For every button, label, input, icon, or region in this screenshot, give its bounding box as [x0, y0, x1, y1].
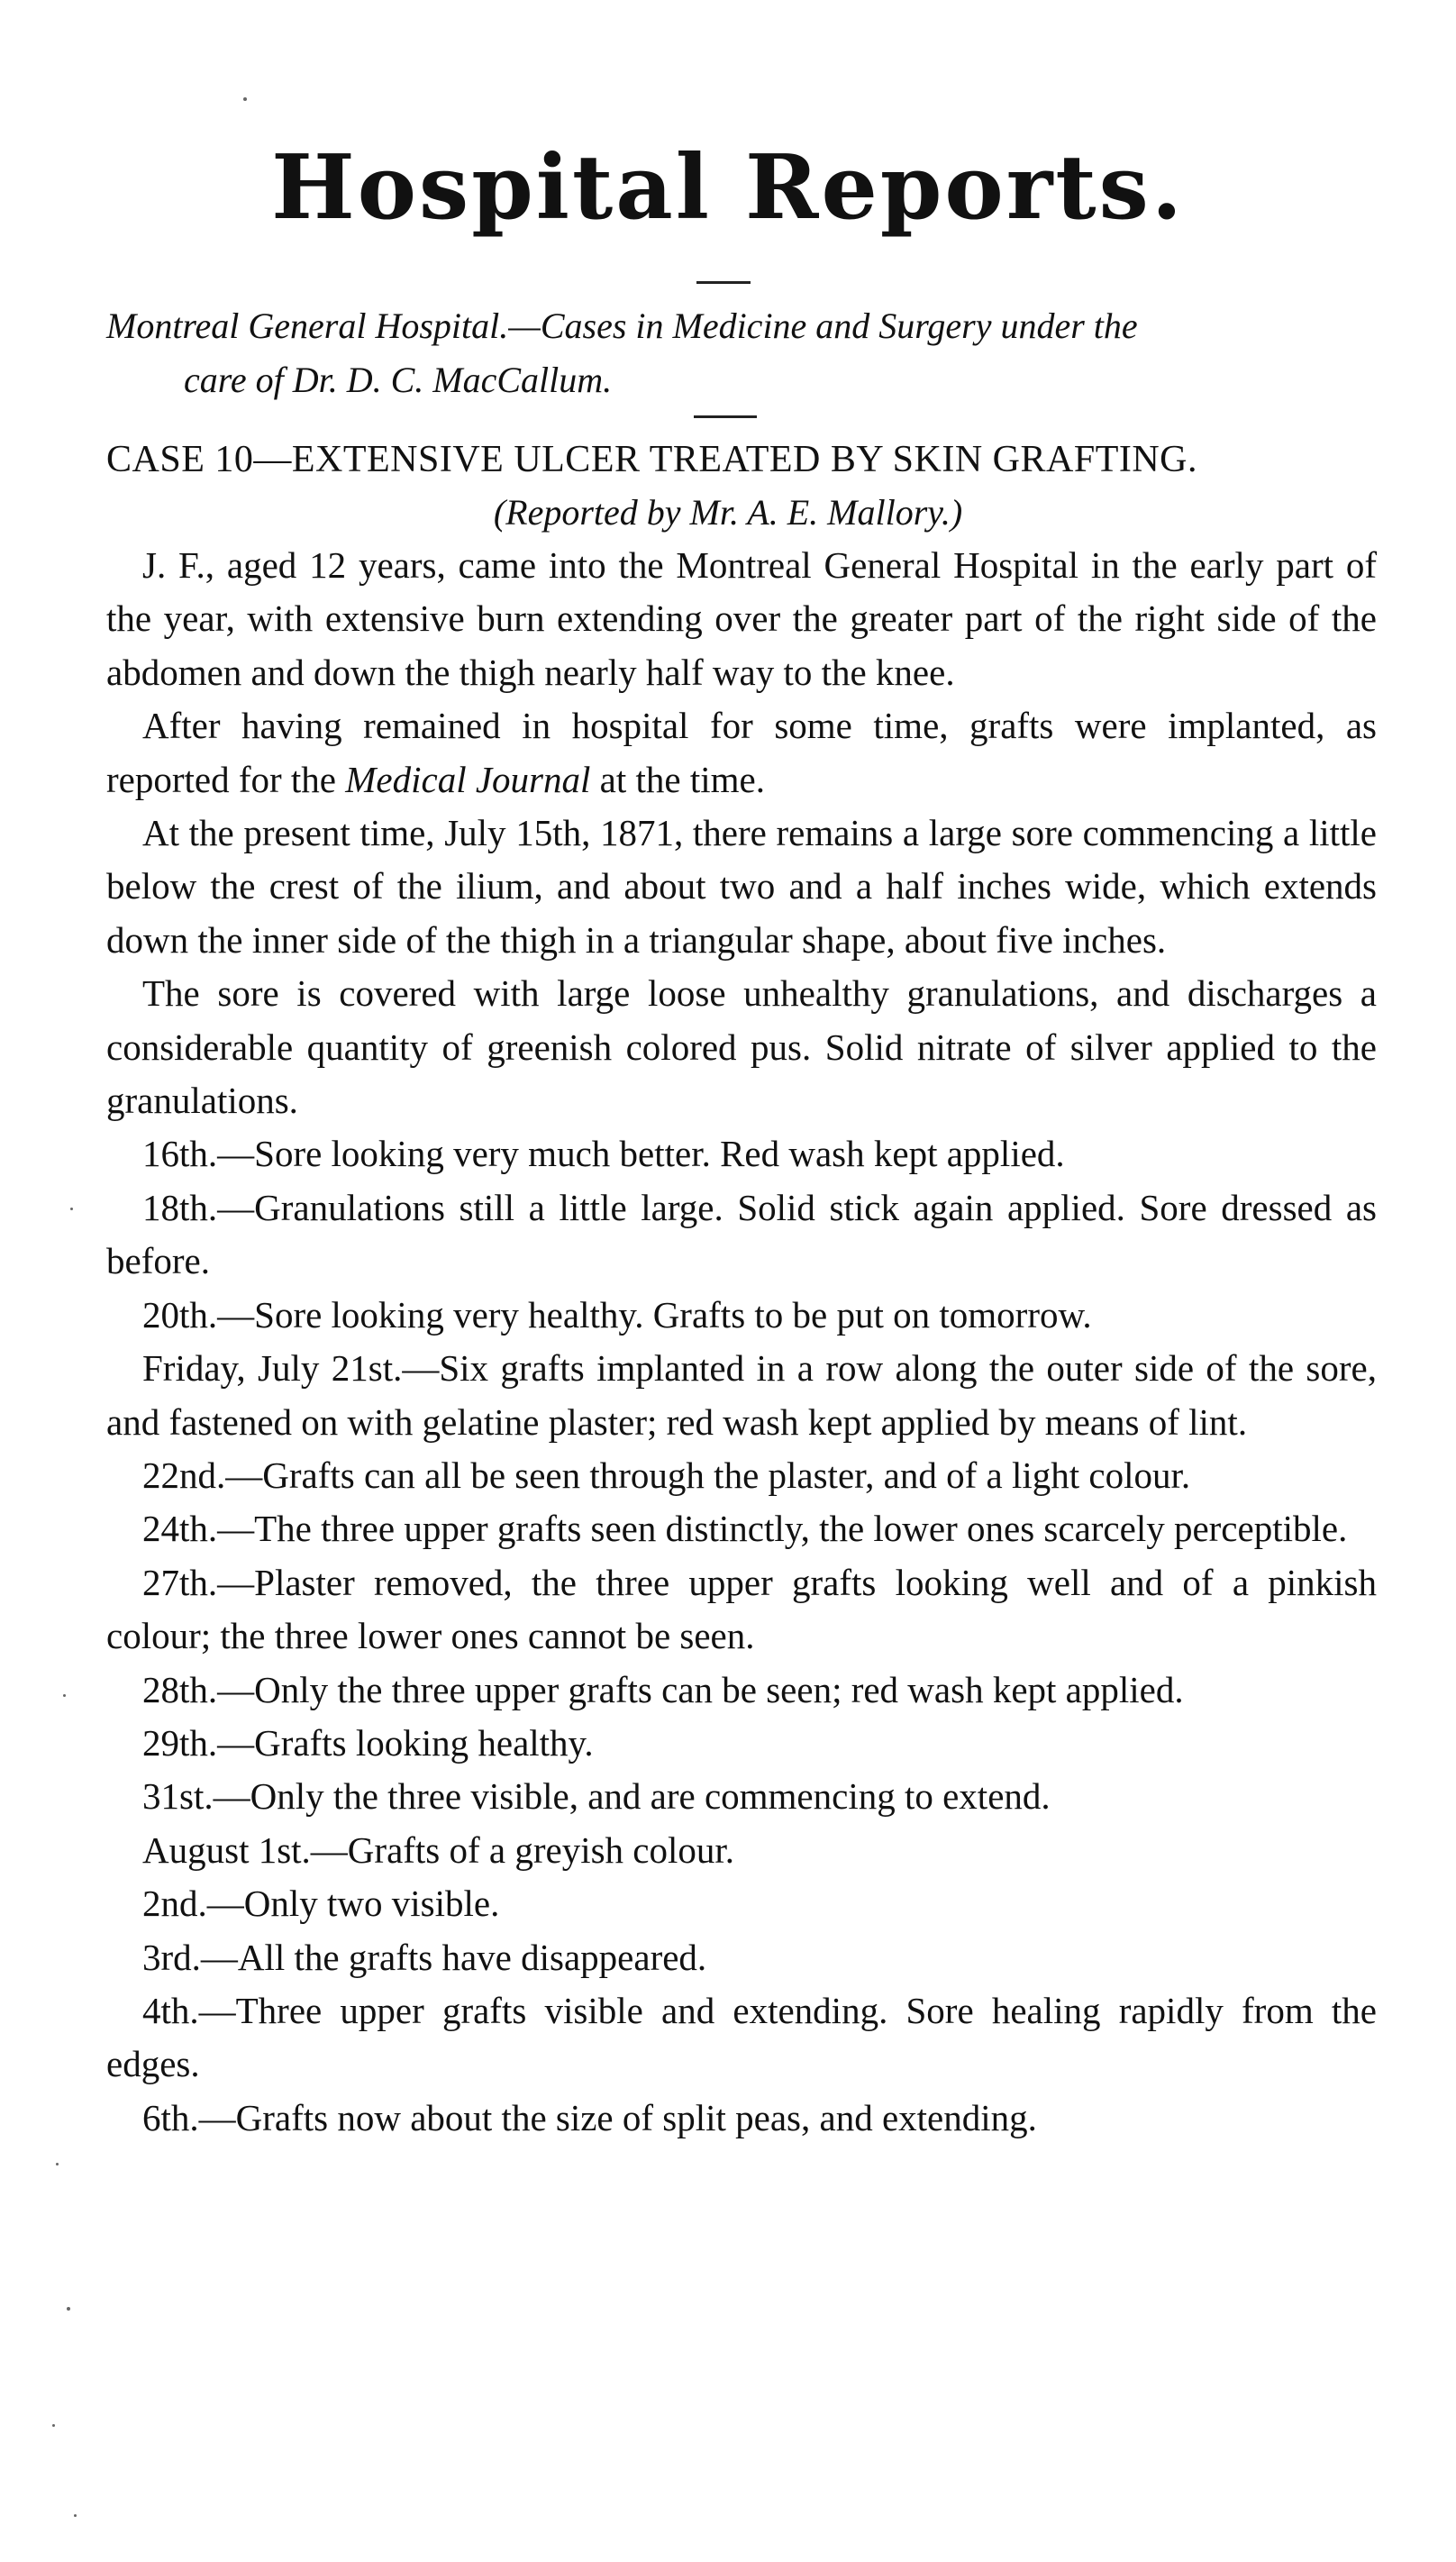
speck [74, 2514, 77, 2517]
entry-2nd: 2nd.—Only two visible. [142, 1883, 500, 1925]
paragraph-2 [106, 699, 1377, 807]
speck [70, 1208, 73, 1210]
report-subtitle [106, 299, 1386, 407]
case-body [106, 539, 1377, 2145]
case-reporter: (Reported by Mr. A. E. Mallory.) [493, 492, 963, 533]
entry-20th: 20th.—Sore looking very healthy. Grafts to be put on tomorrow. [142, 1293, 1092, 1336]
speck [63, 1694, 66, 1697]
subtitle-line-1: Montreal General Hospital.—Cases in Medicine and Surgery under the [106, 305, 1138, 346]
entry-3rd: 3rd.—All the grafts have disappeared. [142, 1936, 707, 1978]
paragraph-2-text-a: After having remained in hospital for some time, grafts were implanted, as reported for the [106, 705, 1377, 800]
entry-16th: 16th.—Sore looking very much better. Red wash kept applied. [142, 1133, 1065, 1175]
entry-18th: 18th.—Granulations still a little large. Solid stick again applied. Sore dressed as before. [106, 1186, 1377, 1282]
page-title: Hospital Reports. [271, 136, 1185, 240]
entry-6th: 6th.—Grafts now about the size of split peas, and extending. [142, 2096, 1037, 2138]
journal-name: Medical Journal [345, 758, 591, 800]
speck [243, 97, 247, 101]
entry-august-1st: August 1st.—Grafts of a greyish colour. [142, 1828, 735, 1871]
entry-4th: 4th.—Three upper grafts visible and extending. Sore healing rapidly from the edges. [106, 1989, 1377, 2085]
entry-31st: 31st.—Only the three visible, and are commencing to extend. [142, 1775, 1051, 1818]
subtitle-divider [694, 415, 757, 418]
entry-24th: 24th.—The three upper grafts seen distinctly, the lower ones scarcely perceptible. [142, 1508, 1348, 1550]
speck [67, 2307, 70, 2311]
paragraph-4: The sore is covered with large loose unhealthy granulations, and discharges a considerable quantity of greenish colored pus. Solid nitrate of silver applied to the granulations. [106, 972, 1377, 1122]
case-heading: CASE 10—EXTENSIVE ULCER TREATED BY SKIN GRAFTING. [106, 439, 1197, 480]
entry-21st: Friday, July 21st.—Six grafts implanted in a row along the outer side of the sore, and fastened on with gelatine plaster; red wash kept applied by means of lint. [106, 1347, 1377, 1443]
title-divider [696, 281, 751, 284]
paragraph-3: At the present time, July 15th, 1871, there remains a large sore commencing a little below the crest of the ilium, and about two and a half inches wide, which extends down the inner side of the thigh in a triangular shape, about five inches. [106, 812, 1377, 961]
speck [56, 2163, 59, 2165]
entry-29th: 29th.—Grafts looking healthy. [142, 1721, 594, 1764]
speck [52, 2424, 55, 2427]
paragraph-1: J. F., aged 12 years, came into the Montreal General Hospital in the early part of the year, with extensive burn extending over the greater part of the right side of the abdomen and down the thigh nearly half way to the knee. [106, 544, 1377, 693]
entry-27th: 27th.—Plaster removed, the three upper grafts looking well and of a pinkish colour; the three lower ones cannot be seen. [106, 1561, 1377, 1657]
entry-28th: 28th.—Only the three upper grafts can be seen; red wash kept applied. [142, 1668, 1184, 1710]
subtitle-line-2: care of Dr. D. C. MacCallum. [184, 360, 613, 400]
paragraph-2-text-b: at the time. [590, 758, 765, 800]
entry-22nd: 22nd.—Grafts can all be seen through the plaster, and of a light colour. [142, 1454, 1191, 1496]
